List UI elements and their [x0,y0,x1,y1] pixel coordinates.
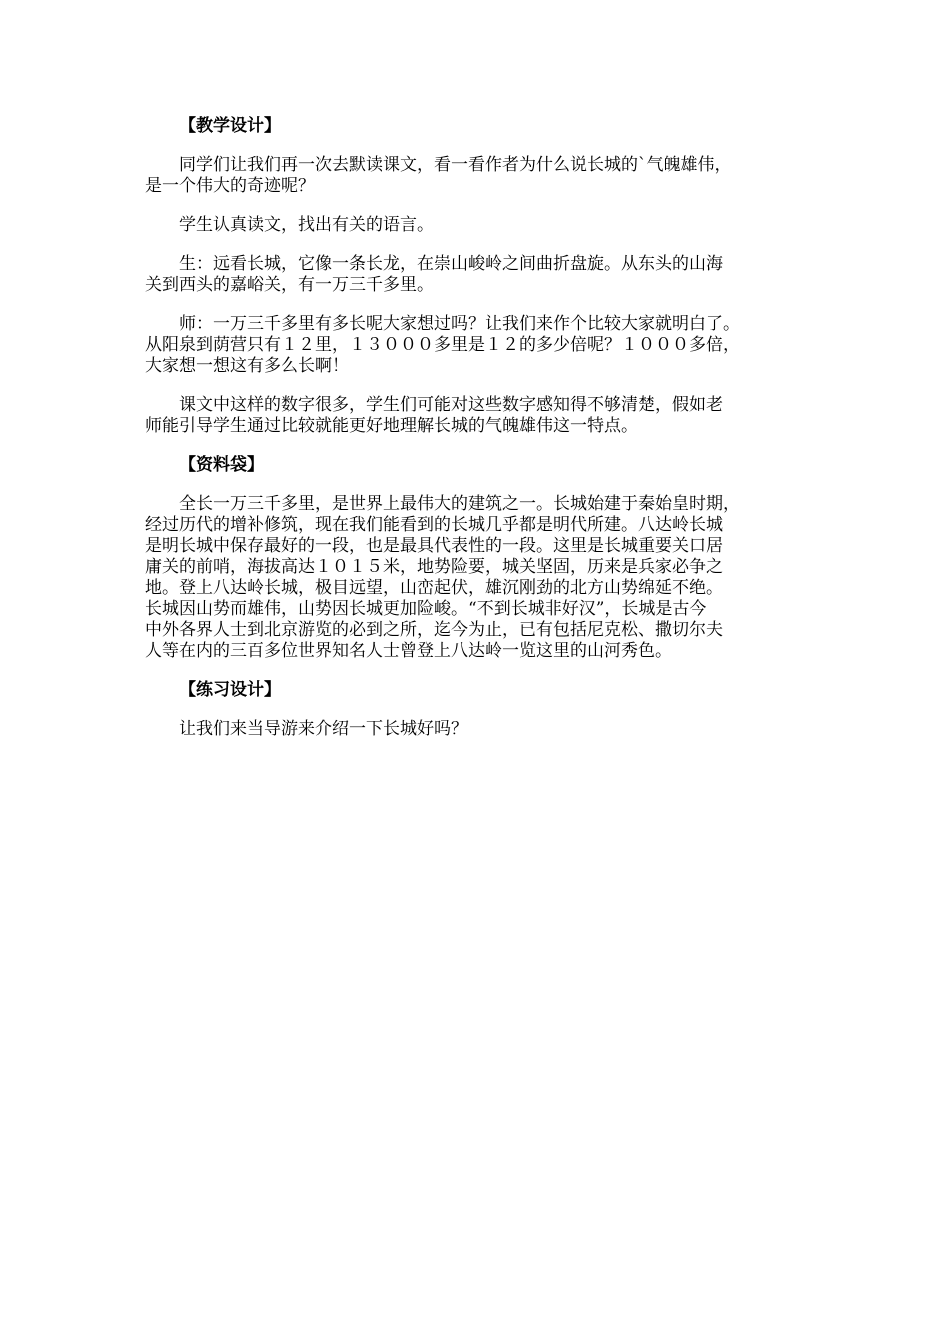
text-line: 大家想一想这有多么长啊！ [145,356,349,376]
section-teaching-design [145,116,810,437]
text-line: 经过历代的增补修筑，现在我们能看到的长城几乎都是明代所建。八达岭长城 [145,515,723,535]
text-line: 长城因山势而雄伟，山势因长城更加险峻。“不到长城非好汉”，长城是古今 [145,599,707,619]
text-line: 庸关的前哨，海拔高达１０１５米，地势险要，城关坚固，历来是兵家必争之 [145,557,723,577]
paragraph [145,254,810,296]
paragraph [145,395,810,437]
text-line: 全长一万三千多里，是世界上最伟大的建筑之一。长城始建于秦始皇时期， [179,494,740,514]
text-line: 地。登上八达岭长城，极目远望，山峦起伏，雄沉刚劲的北方山势绵延不绝。 [145,578,723,598]
document-page [145,116,810,758]
section-exercise-design [145,680,810,740]
text-line: 是一个伟大的奇迹呢？ [145,176,315,196]
section-heading: 【教学设计】 [179,116,281,136]
paragraph [145,155,810,197]
text-line: 是明长城中保存最好的一段，也是最具代表性的一段。这里是长城重要关口居 [145,536,723,556]
text-line: 学生认真读文，找出有关的语言。 [179,215,434,235]
paragraph [145,494,810,662]
text-line: 中外各界人士到北京游览的必到之所，迄今为止，已有包括尼克松、撒切尔夫 [145,620,723,640]
text-line: 师：一万三千多里有多长呢大家想过吗？让我们来作个比较大家就明白了。 [179,314,740,334]
text-line: 师能引导学生通过比较就能更好地理解长城的气魄雄伟这一特点。 [145,416,638,436]
text-line: 从阳泉到荫营只有１２里，１３０００多里是１２的多少倍呢？１０００多倍， [145,335,740,355]
text-line: 课文中这样的数字很多，学生们可能对这些数字感知得不够清楚，假如老 [179,395,723,415]
text-line: 让我们来当导游来介绍一下长城好吗？ [179,719,468,739]
text-line: 人等在内的三百多位世界知名人士曾登上八达岭一览这里的山河秀色。 [145,641,672,661]
text-line: 同学们让我们再一次去默读课文，看一看作者为什么说长城的`气魄雄伟， [179,155,732,175]
section-resource-bag [145,455,810,662]
paragraph [145,314,810,377]
paragraph [145,719,810,740]
text-line: 生：远看长城，它像一条长龙，在崇山峻岭之间曲折盘旋。从东头的山海 [179,254,723,274]
section-heading: 【资料袋】 [179,455,264,475]
text-line: 关到西头的嘉峪关，有一万三千多里。 [145,275,434,295]
section-heading: 【练习设计】 [179,680,281,700]
paragraph [145,215,810,236]
